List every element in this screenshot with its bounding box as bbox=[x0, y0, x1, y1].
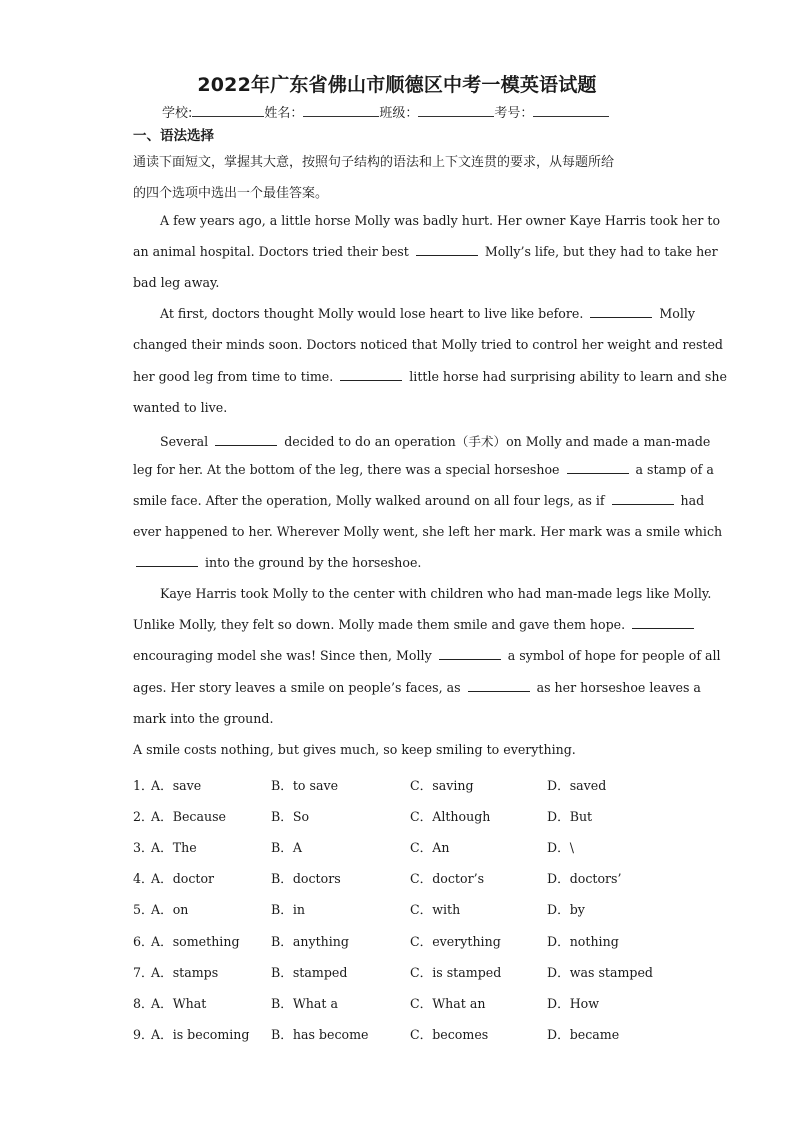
option-a[interactable]: A．something bbox=[151, 933, 240, 949]
answer-blank[interactable] bbox=[416, 244, 478, 256]
passage-text: changed their minds soon. Doctors noticed that Molly tried to control her weight and rested bbox=[133, 337, 723, 353]
option-d[interactable]: D．was stamped bbox=[547, 964, 653, 980]
passage-line bbox=[133, 244, 718, 259]
question-number: 6． bbox=[133, 933, 154, 949]
answer-blank[interactable] bbox=[439, 648, 501, 660]
option-a[interactable]: A．is becoming bbox=[151, 1026, 250, 1042]
passage-text: mark into the ground. bbox=[133, 710, 274, 726]
passage-line bbox=[133, 555, 421, 570]
passage-line bbox=[160, 213, 720, 228]
name-blank[interactable] bbox=[303, 104, 379, 117]
option-c[interactable]: C．everything bbox=[410, 933, 501, 949]
option-c[interactable]: C．is stamped bbox=[410, 964, 502, 980]
number-label: 考号： bbox=[494, 106, 534, 121]
option-c[interactable]: C．doctor’s bbox=[410, 871, 485, 887]
option-d[interactable]: D．saved bbox=[547, 778, 607, 793]
option-c[interactable]: C．becomes bbox=[410, 1026, 489, 1042]
answer-blank[interactable] bbox=[567, 462, 629, 474]
option-a[interactable]: A．Because bbox=[151, 809, 226, 825]
answer-blank[interactable] bbox=[215, 434, 277, 446]
option-c[interactable]: C．What an bbox=[410, 995, 486, 1011]
passage-text: bad leg away. bbox=[133, 275, 220, 291]
passage-text: a stamp of a bbox=[631, 461, 714, 477]
passage-line bbox=[133, 337, 723, 352]
passage-line bbox=[133, 524, 722, 539]
student-info-line bbox=[162, 102, 609, 121]
passage-text: little horse had surprising ability to learn and she bbox=[405, 368, 727, 384]
passage-text: ages. Her story leaves a smile on people’s faces, as bbox=[133, 679, 465, 695]
question-number: 4． bbox=[133, 871, 154, 887]
class-blank[interactable] bbox=[418, 104, 494, 117]
option-a[interactable]: A．stamps bbox=[151, 964, 219, 980]
question-number: 2． bbox=[133, 809, 154, 825]
answer-blank[interactable] bbox=[612, 493, 674, 505]
name-label: 姓名： bbox=[264, 106, 304, 121]
option-c[interactable]: C．Although bbox=[410, 809, 491, 825]
passage-text: decided to do an operation（手术）on Molly and made a man-made bbox=[280, 433, 711, 449]
number-blank[interactable] bbox=[533, 104, 609, 117]
option-c[interactable]: C．saving bbox=[410, 778, 474, 793]
option-a[interactable]: A．doctor bbox=[151, 871, 215, 887]
school-label: 学校: bbox=[162, 106, 193, 121]
passage-text: had bbox=[676, 492, 705, 508]
page-title: 2022年广东省佛山市顺德区中考一模英语试题 bbox=[197, 74, 597, 96]
passage-line bbox=[133, 400, 227, 415]
option-d[interactable]: D．doctors’ bbox=[547, 871, 622, 887]
question-number: 5． bbox=[133, 902, 154, 918]
question-number: 1． bbox=[133, 778, 154, 793]
passage-text: her good leg from time to time. bbox=[133, 368, 338, 384]
passage-text: as her horseshoe leaves a bbox=[532, 679, 701, 695]
option-a[interactable]: A．on bbox=[151, 902, 189, 918]
question-number: 9． bbox=[133, 1026, 154, 1042]
option-b[interactable]: B．doctors bbox=[271, 871, 341, 887]
passage-text: a symbol of hope for people of all bbox=[503, 648, 721, 664]
section-heading: 一、语法选择 bbox=[133, 128, 214, 144]
option-d[interactable]: D．by bbox=[547, 902, 585, 918]
option-b[interactable]: B．in bbox=[271, 902, 305, 918]
school-blank[interactable] bbox=[192, 104, 264, 117]
passage-line bbox=[133, 680, 701, 695]
passage-text: encouraging model she was! Since then, Molly bbox=[133, 648, 436, 664]
passage-line bbox=[133, 648, 721, 663]
passage-line bbox=[133, 462, 714, 477]
answer-blank[interactable] bbox=[468, 680, 530, 692]
passage-text: At first, doctors thought Molly would lose heart to live like before. bbox=[160, 306, 588, 322]
passage-line bbox=[160, 306, 695, 321]
passage-text: wanted to live. bbox=[133, 399, 228, 415]
passage-line bbox=[133, 275, 219, 290]
answer-blank[interactable] bbox=[590, 306, 652, 318]
question-number: 7． bbox=[133, 964, 154, 980]
instruction-line: 的四个选项中选出一个最佳答案。 bbox=[133, 186, 329, 201]
option-c[interactable]: C．with bbox=[410, 902, 461, 918]
option-b[interactable]: B．What a bbox=[271, 995, 338, 1011]
option-b[interactable]: B．anything bbox=[271, 933, 349, 949]
question-number: 8． bbox=[133, 995, 154, 1011]
passage-text: smile face. After the operation, Molly walked around on all four legs, as if bbox=[133, 492, 609, 508]
option-a[interactable]: A．save bbox=[151, 778, 202, 793]
instruction-line: 通读下面短文，掌握其大意，按照句子结构的语法和上下文连贯的要求，从每题所给 bbox=[133, 155, 615, 170]
option-d[interactable]: D．How bbox=[547, 995, 600, 1011]
passage-line bbox=[133, 493, 704, 508]
option-b[interactable]: B．has become bbox=[271, 1026, 369, 1042]
passage-line bbox=[133, 369, 727, 384]
passage-line bbox=[160, 586, 711, 601]
passage-text: Unlike Molly, they felt so down. Molly made them smile and gave them hope. bbox=[133, 617, 630, 633]
passage-text: Molly bbox=[655, 306, 696, 322]
passage-text: A few years ago, a little horse Molly was badly hurt. Her owner Kaye Harris took her to bbox=[160, 213, 721, 228]
class-label: 班级： bbox=[379, 106, 419, 121]
option-b[interactable]: B．to save bbox=[271, 778, 339, 793]
passage-text: Molly’s life, but they had to take her bbox=[480, 244, 718, 260]
option-a[interactable]: A．The bbox=[151, 840, 197, 856]
question-number: 3． bbox=[133, 840, 154, 856]
option-c[interactable]: C．An bbox=[410, 840, 450, 856]
option-d[interactable]: D．But bbox=[547, 809, 593, 825]
passage-text: leg for her. At the bottom of the leg, there was a special horseshoe bbox=[133, 461, 564, 477]
passage-line bbox=[133, 617, 697, 632]
passage-line bbox=[133, 711, 273, 726]
option-b[interactable]: B．So bbox=[271, 809, 310, 825]
passage-line bbox=[133, 742, 576, 757]
option-d[interactable]: D．\ bbox=[547, 840, 574, 856]
passage-text: an animal hospital. Doctors tried their best bbox=[133, 244, 413, 260]
passage-text: into the ground by the horseshoe. bbox=[201, 555, 422, 571]
passage-text: Kaye Harris took Molly to the center with children who had man-made legs like Molly. bbox=[160, 586, 712, 602]
answer-blank[interactable] bbox=[136, 555, 198, 567]
option-a[interactable]: A．What bbox=[151, 995, 207, 1011]
option-d[interactable]: D．became bbox=[547, 1026, 620, 1042]
option-b[interactable]: B．A bbox=[271, 840, 302, 856]
answer-blank[interactable] bbox=[340, 369, 402, 381]
option-b[interactable]: B．stamped bbox=[271, 964, 348, 980]
option-d[interactable]: D．nothing bbox=[547, 933, 619, 949]
passage-text: Several bbox=[160, 433, 213, 449]
answer-blank[interactable] bbox=[632, 617, 694, 629]
passage-text: A smile costs nothing, but gives much, so keep smiling to everything. bbox=[133, 741, 576, 757]
passage-line bbox=[160, 431, 710, 450]
passage-text: ever happened to her. Wherever Molly went, she left her mark. Her mark was a smile which bbox=[133, 524, 723, 539]
